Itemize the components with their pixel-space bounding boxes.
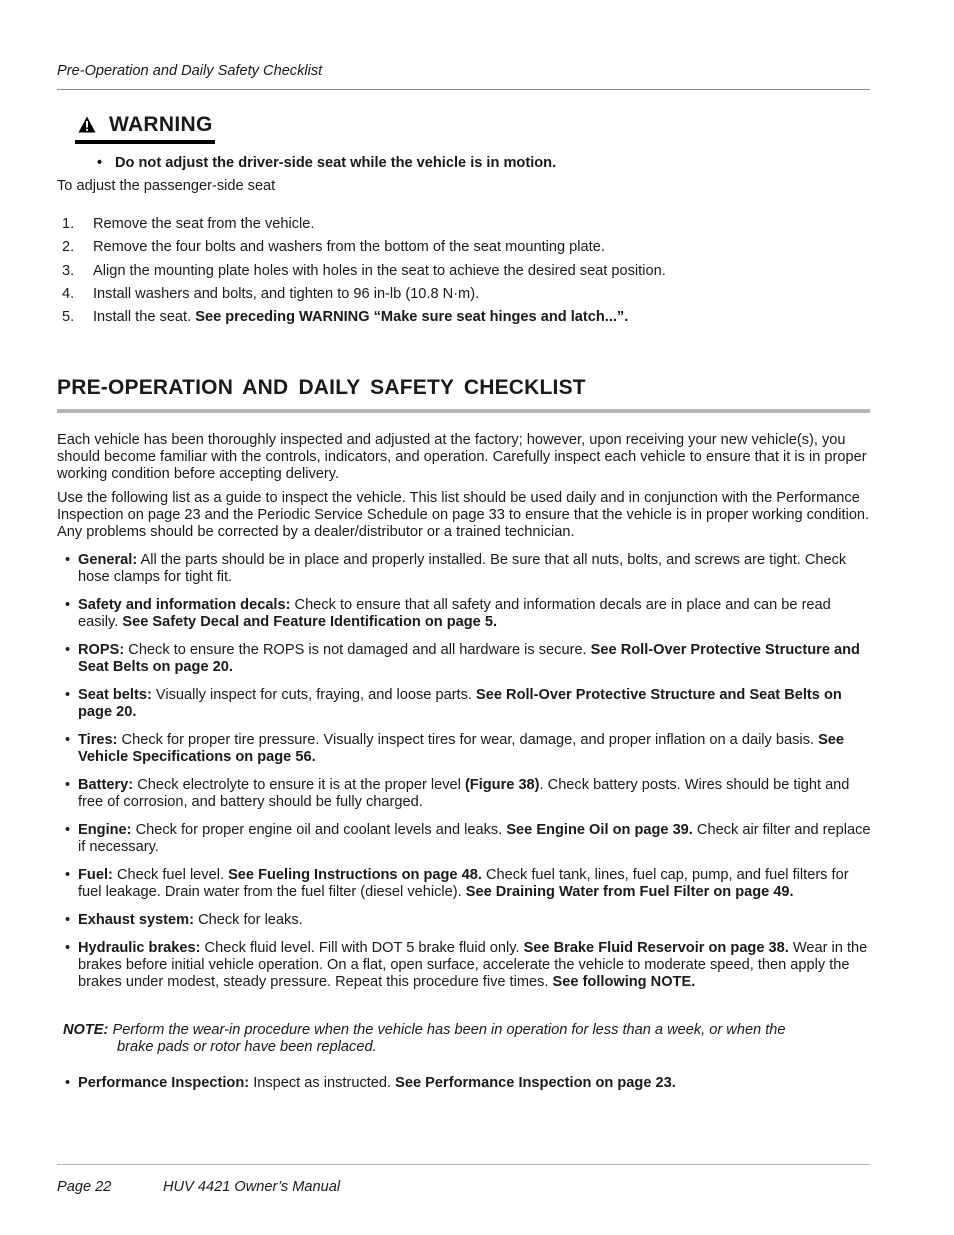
step-text xyxy=(93,239,605,262)
checklist-item-reference: See Performance Inspection on page 23. xyxy=(395,1075,676,1091)
bullet-dot: • xyxy=(65,597,71,613)
checklist-item-general xyxy=(57,552,872,586)
step-item xyxy=(57,216,870,239)
checklist-item-text: Check for leaks. xyxy=(198,912,303,928)
checklist-item-brakes xyxy=(57,940,872,991)
checklist-item-reference: See Roll-Over Protective Structure and Seat Belts on page 20. xyxy=(78,687,842,720)
warning-bullet xyxy=(97,155,556,172)
warning-heading xyxy=(75,110,215,144)
bullet-dot: • xyxy=(65,822,71,838)
checklist-item-text: Check for proper tire pressure. Visually inspect tires for wear, damage, and proper inflation on a daily basis. xyxy=(121,732,819,748)
step-text-regular: Align the mounting plate holes with holes in the seat to achieve the desired seat position. xyxy=(93,262,666,279)
intro-paragraph: Each vehicle has been thoroughly inspected and adjusted at the factory; however, upon receiving your new vehicle(s), you should become familiar with the controls, indicators, and operation. Carefully inspect each vehicle to ensure that it is in proper working condition before accepting delivery. xyxy=(57,432,867,482)
guide-paragraph: Use the following list as a guide to inspect the vehicle. This list should be used daily and in conjunction with the Performance Inspection on page 23 and the Periodic Service Schedule on page 33 to ensure that the vehicle is in proper working condition. Any problems should be corrected by a dealer/distributor or a trained technician. xyxy=(57,490,870,540)
step-number: 5. xyxy=(62,309,75,326)
checklist-item-text: Check electrolyte to ensure it is at the proper level xyxy=(137,777,465,793)
checklist-item-label: Seat belts: xyxy=(78,687,152,703)
checklist-item-body xyxy=(78,687,872,721)
checklist-item-label: Battery: xyxy=(78,777,134,793)
checklist-item-label: Tires: xyxy=(78,732,118,748)
checklist-item-seat-belts xyxy=(57,687,872,721)
checklist-item-body xyxy=(78,1075,676,1092)
step-text xyxy=(93,216,314,239)
checklist-item-label: General: xyxy=(78,552,138,568)
header-rule xyxy=(57,89,870,90)
bullet-dot: • xyxy=(65,687,71,703)
checklist-item-engine xyxy=(57,822,872,856)
warning-underline xyxy=(75,140,215,144)
bullet-dot: • xyxy=(65,912,71,928)
checklist-item-reference: (Figure 38) xyxy=(464,777,540,793)
bullet-dot: • xyxy=(65,552,71,568)
note-text-continued: brake pads or rotor have been replaced. xyxy=(117,1039,377,1055)
footer-page-number: Page 22 xyxy=(57,1179,112,1195)
checklist-item-body xyxy=(78,777,872,811)
checklist-item-reference: See Fueling Instructions on page 48. xyxy=(228,867,482,883)
checklist-item-battery xyxy=(57,777,872,811)
checklist-item-rops xyxy=(57,642,872,676)
step-text-regular: Install the seat. xyxy=(93,309,196,326)
bullet-dot: • xyxy=(65,777,71,793)
warning-triangle-icon xyxy=(78,116,96,133)
step-text-regular: Remove the seat from the vehicle. xyxy=(93,216,315,232)
bullet-dot: • xyxy=(65,1075,71,1091)
checklist-item-body xyxy=(78,732,872,766)
checklist-item-label: Fuel: xyxy=(78,867,113,883)
checklist-item-reference: See Engine Oil on page 39. xyxy=(506,822,693,838)
checklist-item-text: Check fluid level. Fill with DOT 5 brake fluid only. xyxy=(204,940,524,956)
checklist-item-decals xyxy=(57,597,872,631)
checklist-item-label: Performance Inspection: xyxy=(78,1075,250,1091)
checklist-item-label: ROPS: xyxy=(78,642,125,658)
checklist-item-text-continued: Check air filter and replace if necessary. xyxy=(78,822,871,855)
steps-list xyxy=(57,216,870,332)
adjust-intro: To adjust the passenger-side seat xyxy=(57,178,276,194)
bullet-dot: • xyxy=(65,642,71,658)
note-label: NOTE: xyxy=(63,1022,109,1038)
step-text-regular: Remove the four bolts and washers from the bottom of the seat mounting plate. xyxy=(93,239,605,256)
bullet-dot: • xyxy=(65,732,71,748)
checklist-item-text-continued: Check fuel tank, lines, fuel cap, pump, and fuel filters for fuel leakage. Drain water from the fuel filter (diesel vehicle). xyxy=(78,867,849,900)
footer-manual-title: HUV 4421 Owner’s Manual xyxy=(163,1179,341,1195)
checklist-item-body xyxy=(78,912,872,929)
checklist-item-label: Engine: xyxy=(78,822,132,838)
step-number: 1. xyxy=(62,216,75,232)
step-text xyxy=(93,309,628,332)
warning-bullet-text: Do not adjust the driver-side seat while the vehicle is in motion. xyxy=(115,155,557,171)
checklist-item-text: Check for proper engine oil and coolant levels and leaks. xyxy=(135,822,507,838)
section-rule xyxy=(57,409,870,413)
checklist-item-exhaust xyxy=(57,912,872,929)
footer-rule xyxy=(57,1164,870,1165)
checklist-item-label: Hydraulic brakes: xyxy=(78,940,201,956)
checklist-item-performance xyxy=(57,1075,872,1092)
note-text: Perform the wear-in procedure when the vehicle has been in operation for less than a week, or when the xyxy=(108,1022,786,1038)
step-item xyxy=(57,286,870,309)
bullet-dot: • xyxy=(65,867,71,883)
step-item xyxy=(57,309,870,332)
step-text-regular: Install washers and bolts, and tighten to 96 in-lb (10.8 N·m). xyxy=(93,285,480,302)
checklist-item-reference: See Safety Decal and Feature Identification on page 5. xyxy=(122,614,498,630)
checklist-item-text-continued: Wear in the brakes before initial vehicle operation. On a flat, open surface, accelerate the vehicle to moderate speed, then apply the brakes under modest, steady pressure. Repeat this procedure five times. xyxy=(78,940,868,990)
checklist-item-body xyxy=(78,597,872,631)
checklist-item-tires xyxy=(57,732,872,766)
checklist-item-text: Check fuel level. xyxy=(116,867,229,883)
checklist xyxy=(57,552,872,1002)
checklist-item-text: Visually inspect for cuts, fraying, and loose parts. xyxy=(155,687,477,703)
checklist-item-reference-2: See following NOTE. xyxy=(552,974,696,990)
step-item xyxy=(57,263,870,286)
checklist-item-text: All the parts should be in place and properly installed. Be sure that all nuts, bolts, and screws are tight. Check hose clamps for tight fit. xyxy=(78,552,847,585)
step-item xyxy=(57,239,870,262)
note-block xyxy=(63,1022,863,1056)
checklist-item-text-continued: . Check battery posts. Wires should be tight and free of corrosion, and battery should be fully charged. xyxy=(78,777,850,810)
checklist-item-body xyxy=(78,642,872,676)
step-text xyxy=(93,263,666,286)
checklist-item-body xyxy=(78,867,872,901)
checklist-item-label: Safety and information decals: xyxy=(78,597,291,613)
checklist-item-text: Inspect as instructed. xyxy=(253,1075,396,1091)
checklist-item-reference: See Vehicle Specifications on page 56. xyxy=(78,732,845,765)
checklist-item-text: Check to ensure that all safety and information decals are in place and can be read easily. xyxy=(78,597,831,630)
checklist-item-body xyxy=(78,940,872,991)
checklist-final xyxy=(57,1075,872,1092)
checklist-item-reference: See Roll-Over Protective Structure and Seat Belts on page 20. xyxy=(78,642,860,675)
section-title: PRE-OPERATION AND DAILY SAFETY CHECKLIST xyxy=(57,376,586,399)
warning-label: WARNING xyxy=(109,112,213,136)
step-number: 4. xyxy=(62,285,75,302)
step-number: 2. xyxy=(62,239,75,256)
checklist-item-body xyxy=(78,552,872,586)
checklist-item-label: Exhaust system: xyxy=(78,912,194,928)
bullet-dot: • xyxy=(97,155,103,171)
bullet-dot: • xyxy=(65,940,71,956)
running-head: Pre-Operation and Daily Safety Checklist xyxy=(57,63,323,79)
checklist-item-reference-2: See Draining Water from Fuel Filter on page 49. xyxy=(465,884,794,900)
checklist-item-text: Check to ensure the ROPS is not damaged and all hardware is secure. xyxy=(128,642,591,658)
step-cross-reference: See preceding WARNING “Make sure seat hinges and latch...”. xyxy=(195,309,629,326)
step-text xyxy=(93,286,479,309)
checklist-item-reference: See Brake Fluid Reservoir on page 38. xyxy=(523,940,789,956)
checklist-item-fuel xyxy=(57,867,872,901)
checklist-item-body xyxy=(78,822,872,856)
step-number: 3. xyxy=(62,262,75,279)
